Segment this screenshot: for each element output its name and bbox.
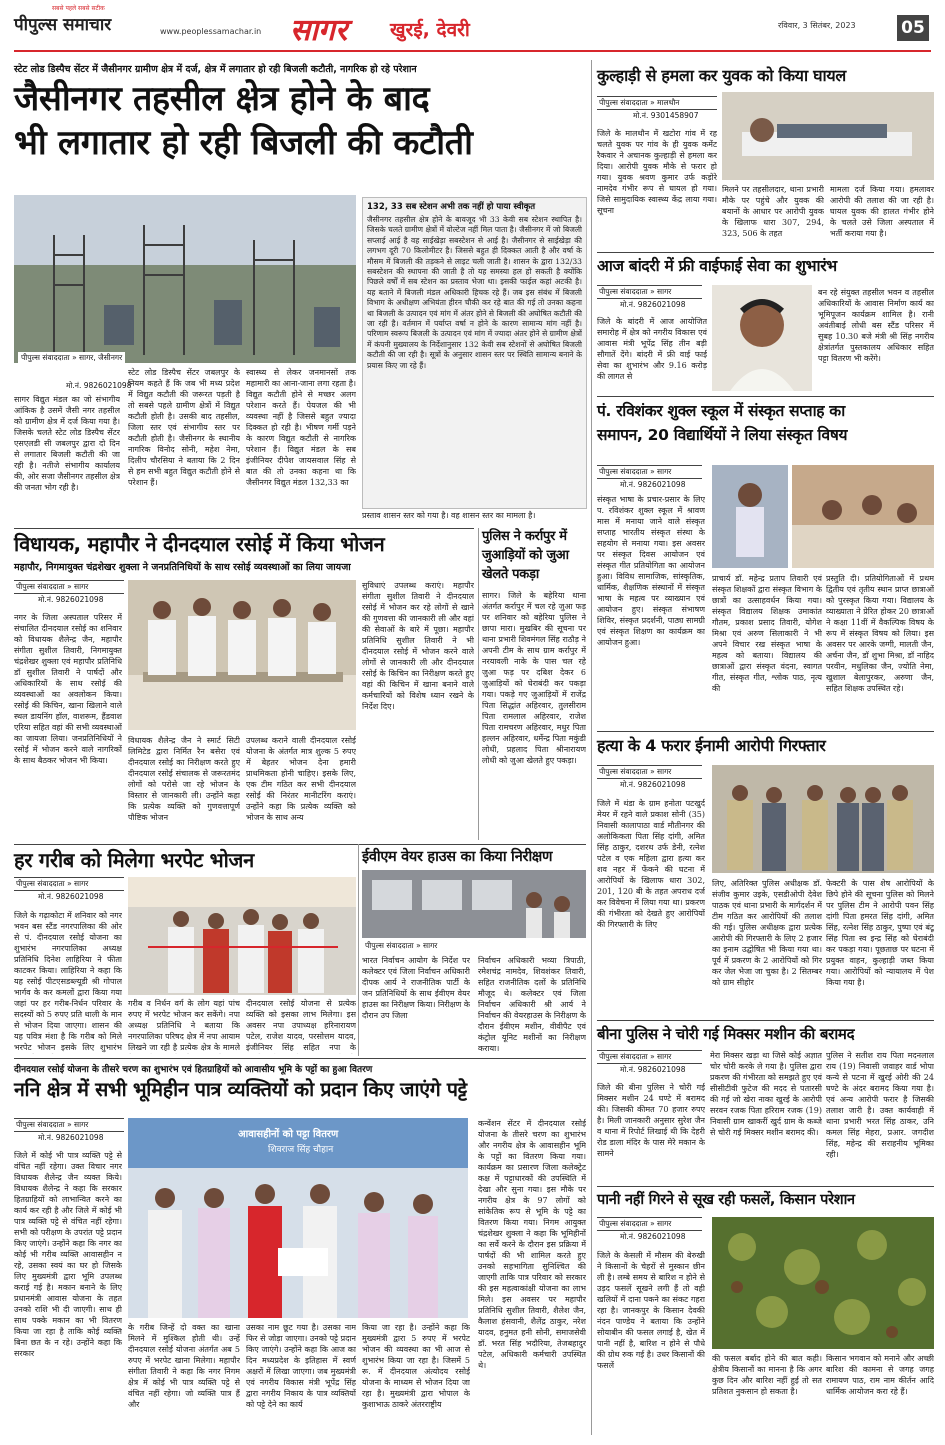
axe-body-col2: मिलने पर तहसीलदार, थाना प्रभारी मौके पर पहुंचे और युवक की बयानों के आधार पर आरोपी युवक के खिलाफ धारा 307, 294, 323, 506 के तहत — [722, 185, 824, 238]
bina-headline: बीना पुलिस ने चोरी गई मिक्सर मशीन की बरामद — [597, 1025, 855, 1043]
website[interactable]: www.peoplessamachar.in — [160, 27, 262, 36]
rule — [14, 844, 586, 845]
poor-body-col3: दीनदयाल रसोई योजना से प्रत्येक व्यक्ति को इसका लाभ मिलेगा। इस अवसर नपा उपाध्यक्ष हरिनारायण पटेल, राजेश यादव, परसोत्तम यादव, इंजीनियर सिंह सहित नपा के — [246, 999, 356, 1052]
wifi-byline: पीपुल्स संवाददाता » सागर — [597, 285, 702, 299]
dinner-photo — [128, 580, 356, 730]
axe-headline: कुल्हाड़ी से हमला कर युवक को किया घायल — [597, 66, 846, 85]
crops-body-col3: किसान भगवान को मनाने और अच्छी बारिश की कामना से जगह जगह रामायण पाठ, राम नाम कीर्तन आदि धार्मिक आयोजन करा रहे हैं। — [826, 1354, 934, 1396]
lead-headline-1: जैसीनगर तहसील क्षेत्र होने के बाद — [14, 79, 430, 119]
axe-byline: पीपुल्स संवाददाता » मालथौन — [597, 96, 717, 110]
rule — [597, 252, 934, 253]
poor-photo — [128, 877, 356, 995]
lead-sidebar-box — [362, 197, 587, 509]
paper-name: पीपुल्स समाचार — [14, 15, 112, 35]
rule — [597, 731, 934, 732]
plots-body-col4: कन्वेंशन सेंटर में दीनदयाल रसोई योजना के तीसरे चरण का शुभारंभ और नगरीय क्षेत्र के आवासहीन भूमि के पट्टों का वितरण किया गया। कार्यक्रम का प्रसारण जिला कलेक्ट्रेट कक्ष में पट्टाधारकों की उपस्थिति में देखा और सुना गया। इस मौके पर नगरीय क्षेत्र के 97 लोगों को सांकेतिक रूप से भूमि के पट्टे का वितरण किया गया। निगम आयुक्त चंद्रशेखर शुक्ला ने कहा कि भूमिहीनों का सर्वे करने के दौरान इस प्रक्रिया में पार्षदों की भी शामिल करते हुए उनको सहभागिता सुनिश्चित की जाएगी ताकि पात्र परिवार को सरकार की इस महत्वाकांक्षी योजना का लाभ मिले। इस अवसर पर महापौर प्रतिनिधि सुशील तिवारी, शैलेश जैन, कैलाश हंसवानी, शैलेंद्र ठाकुर, नरेश यादव, हनुमत हनी सोनी, समाजसेवी डॉ. भरत सिंह भदौरिया, तेजबहादुर पटेल, अधिकारी कर्मचारी उपस्थित थे। — [478, 1119, 586, 1370]
lead-body-col4: प्रस्ताव शासन स्तर को गया है। वह शासन स्तर का मामला है। — [362, 511, 536, 520]
plots-banner-text: आवासहीनों को पट्टा वितरण — [238, 1129, 339, 1140]
plots-kicker: दीनदयाल रसोई योजना के तीसरे चरण का शुभारंभ एवं हितग्राहियों को आवासीय भूमि के पट्टों का हुआ वितरण — [14, 1065, 373, 1075]
plots-byline: पीपुल्स संवाददाता » सागर — [14, 1118, 124, 1132]
crops-photo — [712, 1217, 934, 1349]
masthead — [0, 0, 945, 58]
lead-box-title: 132, 33 सब स्टेशन अभी तक नहीं हो पाया स्वीकृत — [367, 202, 536, 212]
gambling-headline-1: पुलिस ने कर्रापुर में — [482, 529, 567, 544]
sanskrit-headline-2: समापन, 20 विद्यार्थियों ने लिया संस्कृत विषय — [597, 426, 848, 444]
section-city: सागर — [290, 13, 348, 48]
paper-logo — [14, 4, 154, 44]
column-rule — [478, 528, 479, 840]
wifi-headline: आज बांदरी में फ्री वाईफाई सेवा का शुभारंभ — [597, 257, 837, 275]
substation-illustration — [14, 195, 356, 363]
dinner-body-col3: उपलब्ध कराने वाली दीनदयाल रसोई योजना के अंतर्गत मात्र शुल्क 5 रुपए में बेहतर भोजन देना हमारी प्राथमिकता होनी चाहिए। इसके लिए, एक टीम गठित कर सभी दीनदयाल रसोई की निरंतर मानीटरिंग कराएं। उन्होंने कहा कि प्रत्येक व्यक्ति को भोजन के साथ अन्य — [246, 736, 356, 822]
lead-photo-substation — [14, 195, 356, 363]
lead-headline-2: भी लगातार हो रही बिजली की कटौती — [14, 123, 473, 163]
sanskrit-byline: पीपुल्स संवाददाता » सागर — [597, 465, 702, 479]
crops-body-col2: की फसल बर्बाद होने की बात कही। क्षेत्रीय किसानों का मानना है कि अगर कुछ दिन और बारिश नहीं हुई तो सत प्रतिशत नुकसान हो सकता है। — [712, 1354, 822, 1396]
wifi-body-col2: बन रहे संयुक्त तहसील भवन व तहसील अधिकारियों के आवास निर्माण कार्य का भूमिपूजन कार्यक्रम शामिल है। रानी अवंतीबाई लोधी बस स्टैंड परिसर में सुबह 10.30 बजे मंत्री श्री सिंह नगरीय क्षेत्रांतर्गत पुस्तकालय अधिकार सहित पट्टा वितरण भी करेंगे। — [818, 288, 934, 363]
rule — [597, 1186, 934, 1187]
dinner-headline: विधायक, महापौर ने दीनदयाल रसोई में किया भोजन — [14, 532, 385, 556]
rule — [14, 1058, 586, 1059]
evm-body-col2: निर्वाचन अधिकारी भव्या त्रिपाठी, रमेशचंद्र नामदेव, शिवशंकर तिवारी, सहित राजनीतिक दलों के प्रतिनिधि मौजूद थे। कलेक्टर एवं जिला निर्वाचन अधिकारी श्री आर्य ने निर्वाचन की वेयरहाउस के निरीक्षण के दौरान ईवीएम मशीन, वीवीपैट एवं कंट्रोल यूनिट मशीनों का निरीक्षण कराया। — [478, 956, 586, 1053]
gambling-headline-2: जुआड़ियों को जुआ — [482, 548, 569, 563]
students-illustration — [712, 465, 788, 568]
lead-body-col3: स्वास्थ्य से लेकर जनमानसों तक महामारी का आना-जाना लगा रहता है। विद्युत कटौती होने से मच्छर अलग परेशान करते हैं। पेयजल की भी व्यवस्था नहीं है जिससे बहुत ज्यादा दिक्कत हो रही है। भीषण गर्मी पड़ने के कारण विद्युत कटौती से नागरिक परेशान हैं। विद्युत मंडल के सब इंजीनियर दीपेश जायसवाल सिंह से बात की तो उनका कहना था कि जैसीनगर विद्युत मंडल 132,33 का — [246, 368, 356, 487]
sanskrit-photo-ceremony — [792, 465, 934, 568]
dining-hall-illustration — [128, 580, 356, 730]
lead-box-text: जैसीनगर तहसील क्षेत्र होने के बावजूद भी 33 केवी सब स्टेशन स्थापित है। जिसके चलते ग्रामीण क्षेत्रों में वोल्टेज नहीं मिल पाता है। जैसीनगर में जो बिजली सप्लाई आई है वह साईखेड़ा सबस्टेशन से आई है। जैसीनगर से साईखेड़ा की लगभग दूरी 70 किलोमीटर है। जिससे बहुत ही दिक्कत आती है और वर्षा के मौसम में बिजली की तड़कने से लाइट चली जाती है। शासन के द्वारा 132/33 सबस्टेशन की स्थापना की जाती है तो यह समस्या हल हो सकती है क्योंकि पिछले वर्षों में सब स्टेशन का प्रस्ताव भेजा था। इसकी फाईल कहां अटकी है। यह बताने में बिजली मंडल अधिकारी हिचक रहे हैं। जब इस संबंध में बिजली विभाग के अधीक्षण अभियंता हीरन चौकी कर रहे बात की गई तो उनका कहना था बिजली के उत्पादन एवं मांग में अंतर होने से बिजली की अघोषित कटौती की जा रही है। वर्तमान में पर्याप्त वर्षा न होने के कारण सामान्य मांग नहीं है। परिणाम स्वरूप बिजली के उत्पादन एवं मांग में ज्यादा अंतर होने से ग्रामीण क्षेत्रों में कंपनी मुख्यालय के निर्देशानुसार 132 केवी सब स्टेशनों से अघोषित बिजली कटौती की जा रही है। सूत्रों के अनुसार शासन स्तर पर स्थिति सामान्य बनाने के प्रयास किए जा रहे हैं। — [367, 215, 582, 370]
axe-mobile: मो.नं. 9301458907 — [633, 111, 699, 120]
minister-portrait — [712, 285, 812, 391]
murder-body-col1: जिले में थंडा के ग्राम हनोता पटखुर्द मेयर में रहने वाले प्रकाश सोनी (35) निवासी कालापाठा वार्ड मौतीनगर की अलोकिकता पिता सिंह दांगी, अमित सिंह ठाकुर, दशरथ उर्फ डेनी, रत्नेश पटेल व एक महिला द्वारा हत्या कर शव नहर में फेंकने की घटना में आरोपियों के खिलाफ धारा 302, 201, 120 बी के तहत अपराध दर्ज कर विवेचना में लिया गया था। प्रकरण की गंभीरता को देखते हुए आरोपियों की गिरफ्तारी के लिए — [597, 799, 705, 929]
murder-byline: पीपुल्स संवाददाता » सागर — [597, 765, 702, 779]
rule — [597, 396, 934, 397]
poor-mobile: मो.नं. 9826021098 — [38, 892, 104, 901]
dinner-byline: पीपुल्स संवाददाता » सागर — [14, 580, 124, 594]
sanskrit-photo-students — [712, 465, 788, 568]
crops-headline: पानी नहीं गिरने से सूख रही फसलें, किसान परेशान — [597, 1192, 855, 1208]
poor-body-col1: जिले के गढ़ाकोटा में शनिवार को नगर भवन बस स्टैंड नगरपालिका की ओर से पं. दीनदयाल रसोई योजना का शुभारंभ नगरपालिका अध्यक्ष प्रतिनिधि दिनेश लाहिरिया ने फीता काटकर किया। लाहिरिया ने कहा कि यह रसोई पीटएसडब्ल्यूडी श्री गोपाल भार्गव के कर कमलों द्वारा किया गया जहां पर हर गरीब-निर्धन परिवार के सदस्यों को 5 रुपए प्रति थाली के मान से भोजन दिया जाएगा। शासन की यह पवित्र मंशा है कि गरीब को मिले भरपेट भोजन इसके लिए शुभारंभ — [14, 911, 122, 1052]
ribbon-cutting-illustration — [128, 877, 356, 995]
wifi-body-col1: जिले के बांदरी में आज आयोजित समारोह में क्षेत्र को नगरीय विकास एवं आवास मंत्री भूपेंद्र सिंह तीन बड़ी सौगातें देंगे। बांदरी में फ्री वाई फाई सेवा का शुभारंभ और 9.16 करोड़ की लागत से — [597, 317, 707, 381]
bina-body-col1: जिले की बीना पुलिस ने चोरी गई मिक्सर मशीन 24 घण्टे में बरामद की। जिसकी कीमत 70 हजार रुपए है। मिली जानकारी अनुसार सुरेश जैन व थाना में रिपोर्ट लिखाई थी कि देहरी रोड डाला मंदिर के पास मेरे मकान के सामने — [597, 1083, 705, 1158]
masthead-rule — [14, 50, 931, 52]
sanskrit-body-col3: प्रस्तुति दी। प्रतियोगिताओं में प्रथम द्वितीय एवं तृतीय स्थान प्राप्त छात्राओं को पुरस्कृत किया गया। विद्यालय के व्याख्याता ने प्रेरित होकर 20 छात्राओं ने कक्षा 11वीं में वैकल्पिक विषय के रूप में संस्कृत विषय को लिया। इस अवसर पर आरके जग्गी, मालती जैन, अर्चना जैन, डॉ शुभा मिश्रा, डॉ नाहिद परवीन, मधुलिका जैन, ज्योति नेमा, खुशाल बेलापुरकर, अरुणा जैन, सहित शिक्षक उपस्थित रहे। — [826, 574, 934, 693]
lead-kicker: स्टेट लोड डिस्पैच सेंटर में जैसीनगर ग्रामीण क्षेत्र में दर्ज, क्षेत्र में लगातार हो रही बिजली कटौती, नागरिक हो रहे परेशान — [14, 64, 417, 75]
plots-body-col2: के गरीब जिन्हें दो वक्त का खाना मिलने में मुश्किल होती थी। उन्हें दीनदयाल रसोई योजना अंतर्गत अब 5 रुपए में भरपेट खाना मिलेगा। महापौर संगीता तिवारी ने कहा कि नगर निगम क्षेत्र में कोई भी पात्र व्यक्ति पट्टे से वंचित नहीं रहेगा। जो व्यक्ति पात्र हैं और — [128, 1323, 240, 1409]
dinner-mobile: मो.नं. 9826021098 — [38, 595, 104, 604]
column-rule — [591, 60, 592, 1435]
evm-headline: ईवीएम वेयर हाउस का किया निरीक्षण — [362, 849, 553, 865]
hospital-bed-illustration — [722, 92, 934, 180]
murder-body-col2: लिए, अतिरिक्त पुलिस अधीक्षक डॉ. संजीव कुमार उइके, एसडीओपी देवेश पाठक एवं थाना प्रभारी के मार्गदर्शन में टीम गठित कर आरोपियों की तलाश की गई। पुलिस अधीक्षक द्वारा प्रत्येक आरोपी की गिरफ्तारी के लिए 2 हजार का इनाम उद्घोषित भी किया गया था। पूर्व में प्रकरण के 2 आरोपियों को गिर कर जेल भेजा जा चुका है। 2 सितम्बर को ग्राम सीहोर — [712, 879, 822, 987]
murder-mobile: मो.नं. 9826021098 — [620, 780, 686, 789]
sanskrit-mobile: मो.नं. 9826021098 — [620, 480, 686, 489]
lead-body-col1: सागर विद्युत मंडल का जो संभागीय आंकिक है उसमें जैसी नगर तहसील को ग्रामीण क्षेत्र में दर्ज किया गया है। जिसके चलते स्टेट लोड डिस्पैच सेंटर एसएलडी सी जबलपुर द्वारा दो दिन से लगातार बिजली कटौती की जा रही है। नतीजे संभागीय कार्यालय की, ओर सजा जैसीनगर तहसील क्षेत्र की जनता भोग रही है। — [14, 395, 120, 492]
dinner-body-col2: विधायक शैलेन्द्र जैन ने स्मार्ट सिटी लिमिटेड द्वारा निर्मित रैन बसेरा एवं दीनदयाल रसोई का निरीक्षण करते हुए दीनदयाल रसोई संचालक से जरूरतमंद लोगों को परोसे जा रहे भोजन के विस्तार से जानकारी ली। उन्होंने कहा कि प्रत्येक व्यक्ति को गुणवत्तापूर्ण पौष्टिक भोजन — [128, 736, 240, 822]
lead-body-col2: स्टेट लोड डिस्पैच सेंटर जबलपुर के नियम कहते हैं कि जब भी मध्य प्रदेश में विद्युत कटौती की जरूरत पड़ती है तो सबसे पहले ग्रामीण क्षेत्रों में विद्युत कटौती होती है। उसकी बाद तहसील, जिला स्तर एवं संभागीय स्तर पर कटौती होती है। जैसीनगर के स्थानीय नागरिक विनोद सोनी, महेश नेमा, दिलीप चौरसिया ने बताया कि 2 दिन से हम सभी बहुत विद्युत कटौती होने से परेशान हैं। — [128, 368, 240, 487]
issue-date: रविवार, 3 सितंबर, 2023 — [778, 21, 856, 30]
poor-body-col2: गरीब व निर्धन वर्ग के लोग यहां पांच रुपए में भरपेट भोजन कर सकेंगे। नपा अध्यक्ष प्रतिनिधि ने बताया कि नगरपालिका परिषद क्षेत्र में नपा आयाम लिखने जा रही है प्रत्येक क्षेत्र के मामले — [128, 999, 240, 1052]
plots-photo — [128, 1118, 468, 1318]
dinner-body-col1: नगर के जिला अस्पताल परिसर में संचालित दीनदयाल रसोई का शनिवार को विधायक शैलेन्द्र जैन, महापौर संगीता सुशील तिवारी, निगमायुक्त चंद्रशेखर शुक्ला एवं महापौर प्रतिनिधि डॉ सुशील तिवारी ने पार्षदों और अधिकारियों के साथ रसोई की व्यवस्थाओं का अवलोकन किया। रसोई की किचिन, खाना खिलाने वाले स्थल डायनिंग हॉल, वाशरूम, हैंडवाश एरिया सहित वहां की सभी व्यवस्थाओं का जायजा लिया। जनप्रतिनिधियों ने रसोई में भोजन करने वाले नागरिकों के साथ बैठकर भोजन भी किया। — [14, 613, 122, 765]
paper-tagline: सबसे पहले सबसे सटीक — [52, 5, 105, 12]
poor-byline: पीपुल्स संवाददाता » सागर — [14, 877, 124, 891]
axe-photo — [722, 92, 934, 180]
dinner-body-col4: सुविधाएं उपलब्ध कराएं। महापौर संगीता सुशील तिवारी ने दीनदयाल रसोई में भोजन कर रहे लोगों से खाने की गुणवत्ता की जानकारी ली और वहां की सेवाओं के बारे में पूछा। महापौर प्रतिनिधि सुशील तिवारी ने भी दीनदयाल रसोई में भोजन करने वाले लोगों से जानकारी ली और दीनदयाल रसोई के किचिन का निरीक्षण करते हुए वहां की किचिन में खाना बनाने वाले कर्मचारियों को विशेष ध्यान रखने के निर्देश दिए। — [362, 581, 474, 711]
police-group-illustration — [712, 765, 934, 873]
plots-body-col1: जिले में कोई भी पात्र व्यक्ति पट्टे से वंचित नहीं रहेगा। उक्त विचार नगर विधायक शैलेन्द्र जैन व्यक्त किये। विधायक शैलेन्द्र ने कहा कि सरकार हितग्राहियों को लाभान्वित करने का कार्य कर रही है और जिले में कोई भी पात्र व्यक्ति पट्टे से वंचित नहीं रहेगा। सभी को परीक्षण के उपरांत पट्टे प्रदान किए जाएंगे। उन्होंने कहा कि नगर का कोई भी गरीब व्यक्ति आवासहीन न रहे, उसका स्वयं का घर हो जिसके लिए मुख्यमंत्री द्वारा भूमि उपलब्ध कराई गई है। मकान बनाने के लिए प्रधानमंत्री आवास योजना के तहत उनको राशि भी दी जाएगी। साथ ही साथ पक्के मकान का भी वितरण किया जा रहा है ताकि कोई व्यक्ति बिना छत के न रहे। उन्होंने कहा कि सरकार — [14, 1151, 122, 1358]
sanskrit-body-col2: प्राचार्य डॉ. महेन्द्र प्रताप तिवारी एवं संस्कृत शिक्षकों द्वारा संस्कृत विभाग के छात्रों का उत्साहवर्धन किया गया। संस्कृत विद्यालय शिक्षक उमाकांत गौतम, प्रकाश प्रसाद तिवारी, योगेश मिश्रा एवं अरुण सिलाकारी ने भी अपने विचार रख संस्कृत भाषा के महत्व को बताया। विद्यालय की छात्राओं द्वारा संस्कृत वंदना, स्वागत गीत, संस्कृत गीत, श्लोक पाठ, नृत्य की — [712, 574, 822, 693]
evm-body-col1: भारत निर्वाचन आयोग के निर्देश पर कलेक्टर एवं जिला निर्वाचन अधिकारी दीपक आर्य ने राजनीतिक पार्टी के जन प्रतिनिधियों के साथ ईवीएम वेयर हाउस का निरीक्षण किया। निरीक्षण के दौरान उप जिला — [362, 956, 470, 1020]
crops-byline: पीपुल्स संवाददाता » सागर — [597, 1217, 702, 1231]
wifi-mobile: मो.नं. 9826021098 — [620, 300, 686, 309]
murder-body-col3: फेक्टरी के पास शेष आरोपियों के छिपे होने की सूचना पुलिस को मिलने पर पुलिस टीम ने आरोपी पवन सिंह दांगी पिता हमरत सिंह दांगी, अमित सिंह, रत्नेश सिंह ठाकुर, पुष्पा एवं बंटू सिंह पिता स्व इन्द्र सिंह को घेराबंदी कर पकड़ा गया। पूछताछ पर घटना में प्रयुक्त वाहन, कुल्हाड़ी जब्त किया गया। आरोपियों को न्यायालय में पेश किया गया है। — [826, 879, 934, 987]
poor-headline: हर गरीब को मिलेगा भरपेट भोजन — [14, 848, 254, 872]
evm-photo — [362, 870, 586, 938]
murder-photo — [712, 765, 934, 873]
axe-body-col3: मामला दर्ज किया गया। हमलावर आरोपी की तलाश की जा रही है। घायल युवक की हालत गंभीर होने के चलते उसे जिला अस्पताल में भर्ती कराया गया है। — [830, 185, 934, 238]
dinner-subhead: महापौर, निगमायुक्त चंद्रशेखर शुक्ला ने जनप्रतिनिधियों के साथ रसोई व्यवस्थाओं का लिया जायजा — [14, 562, 351, 573]
dry-crop-illustration — [712, 1217, 934, 1349]
sanskrit-headline-1: पं. रविशंकर शुक्ल स्कूल में संस्कृत सप्ताह का — [597, 402, 845, 420]
page-number: 05 — [897, 15, 929, 41]
plots-mobile: मो.नं. 9826021098 — [38, 1133, 104, 1142]
evm-byline: पीपुल्स संवाददाता » सागर — [362, 940, 440, 952]
plots-banner-sub: शिवराज सिंह चौहान — [268, 1145, 334, 1155]
ceremony-illustration — [792, 465, 934, 568]
column-rule — [358, 844, 359, 1056]
rule — [14, 528, 474, 529]
plots-headline: ननि क्षेत्र में सभी भूमिहीन पात्र व्यक्तियों को प्रदान किए जाएंगे पट्टे — [14, 1078, 467, 1101]
sanskrit-body-col1: संस्कृत भाषा के प्रचार-प्रसार के लिए प. रविशंकर शुक्ल स्कूल में श्रावण मास में मनाया जाने वाले संस्कृत सप्ताह भारतीय संस्कृत संस्था के सहयोग से मनाया गया। इस अवसर पर संस्कृत दिवस आयोजन एवं संस्कृत गीत प्रतियोगिता का आयोजन हुआ। विविध सामाजिक, सांस्कृतिक, धार्मिक, शैक्षणिक संस्थानों में संस्कृत भाषा के महत्व पर व्याख्यान एवं आयोजन हुए। संस्कृत संभाषण शिविर, संस्कृत प्रदर्शनी, पाठ्य सामग्री एवं संस्कृत शिक्षण का कार्यक्रम का आयोजन हुआ। — [597, 495, 705, 647]
gambling-body: सागर। जिले के बहेरिया थाना अंतर्गत कर्रापुर में चल रहे जुआ फड़ पर शनिवार को बहेरिया पुलिस ने छापा मारा। मुखबिर की सूचना पर थाना प्रभारी शिवमंगल सिंह राठौड़ ने अपनी टीम के साथ ग्राम कर्रापुर में नरयावली नाके के पास चल रहे जुआ फड़ पर दबिश देकर 6 जुआड़ियों को घेराबंदी कर पकड़ा गया। पकड़े गए जुआड़ियों में राजेंद्र पिता सिद्धांत अहिरवार, तुलसीराम पिता रामलाल अहिरवार, राजेश पिता रामचरण अहिरवार, मधुर पिता हल्लन अहिरवार, धर्मेन्द्र पिता मकुंडी लोधी, प्रहलाद पिता श्रीनारायण लोधी को जुआ खेलते हुए पकड़ा। — [482, 591, 586, 765]
murder-headline: हत्या के 4 फरार ईनामी आरोपी गिरफ्तार — [597, 736, 826, 755]
gambling-headline-3: खेलते पकड़ा — [482, 567, 539, 582]
section-subcities: खुरई, देवरी — [390, 19, 470, 41]
wifi-minister-photo — [712, 285, 812, 391]
bina-body-col2: मेरा मिक्सर खड़ा था जिसे कोई अज्ञात चोर चोरी करके ले गया है। पुलिस द्वारा प्रकरण की गंभीरता को समझते हुए एवं सीसीटीवी फुटेज की मदद से पतारसी की गई जो खेरा नाका खुरई के आरोपी सरवन रजक पिता हरिराम रजक (19) निवासी ग्राम खाकरीं खुर्द ग्राम के कब्जे से चोरी गई मिक्सर मशीन बरामद की। — [710, 1051, 822, 1137]
plots-body-col5: किया जा रहा है। उन्होंने कहा कि मुख्यमंत्री द्वारा 5 रुपए में भरपेट भोजन की व्यवस्था का भी आज से शुभारंभ किया जा रहा है। जिसमें 5 रू. में दीनदयाल अंत्योदय रसोई योजना के माध्यम से भोजन दिया जा रहा है। मुख्यमंत्री द्वारा भोपाल के कुशाभाऊ ठाकरे अंतरराष्ट्रीय — [362, 1323, 470, 1409]
lead-mobile: मो.नं. 9826021098 — [66, 381, 132, 390]
crops-body-col1: जिले के केसली में मौसम की बेरुखी ने किसानों के चेहरों से मुस्कान छीन ली है। लम्बे समय से बारिश न होने से उड़द फसलें सूखने लगी हैं तो वही खलियों में दाना पकने का संकट गहरा रहा है। जानकपुर के किसान देवकी नंदन पाण्डेय ने बताया कि उन्होंने सोयाबीन की फसल लगाई है, खेत में पानी नहीं है, बारिश न होने से पौधे की ग्रोथ रुक गई है। उधर किसानों की फसलें — [597, 1251, 705, 1370]
bina-byline: पीपुल्स संवाददाता » सागर — [597, 1050, 702, 1064]
bina-mobile: मो.नं. 9826021098 — [620, 1065, 686, 1074]
rule — [597, 1020, 934, 1021]
lead-photo-caption: पीपुल्स संवाददाता » सागर, जैसीनगर — [18, 352, 125, 364]
axe-body-col1: जिले के मालथौन में खटोरा गांव में रह चलते युवक पर गांव के ही युवक कमेंट रैकवार ने अचानक कुल्हाड़ी से हमला कर दिया। आरोपी युवक मौके से फरार हो गया। युवक श्रवण कुमार उर्फ कड़ोरे नामदेव गंभीर रूप से घायल हो गया। जिसे सामुदायिक स्वास्थ्य केंद्र लाया गया। सूचना — [597, 129, 717, 215]
plots-body-col3: उसका नाम छूट गया है। उसका नाम फिर से जोड़ा जाएगा। उनको पट्टे प्रदान किए जाएंगे। उन्होंने कहा कि आज का दिन मध्यप्रदेश के इतिहास में स्वर्ण अक्षरों में लिखा जाएगा। जब मुख्यमंत्री एवं नगरीय विकास मंत्री भूपेंद्र सिंह द्वारा नगरीय निकाय के पात्र व्यक्तियों को पट्टे देने का कार्य — [246, 1323, 356, 1409]
bina-body-col3: पुलिस ने सतीश राय पिता मदनलाल राय (19) निवासी जवाहर वार्ड भोपा कन्ये से पटना में खुरई ओरी की 24 घण्टे के अंदर बरामद किया गया है। एवं अन्य आरोपी फरार है जिसकी तलाश जारी है। उक्त कार्यवाही में थाना प्रभारी भरत सिंह ठाकर, उनि कमल सिंह मेहरा, प्रआर. जगदीश सिंह, महेन्द्र की सराहनीय भूमिका रही। — [826, 1051, 934, 1159]
warehouse-illustration — [362, 870, 586, 938]
crops-mobile: मो.नं. 9826021098 — [620, 1232, 686, 1241]
